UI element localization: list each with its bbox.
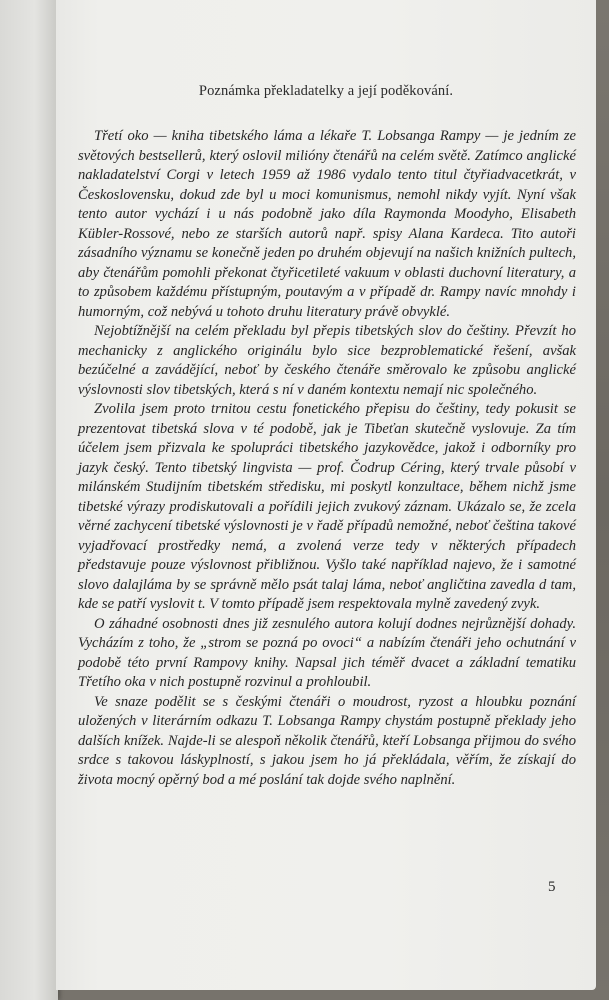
paragraph: Třetí oko — kniha tibetského láma a lékaře T. Lobsanga Rampy — je jedním ze světových bestsellerů, který oslovil milióny čtenářů na celém světě. Zatímco anglické nakladatelství Corgi v letech 1959 až 1986 vydalo tento titul čtyřiadvacetkrát, v Československu, dokud zde byl u moci komunismus, nemohl nikdy vyjít. Nyní však tento autor vychází i u nás podobně jako díla Raymonda Moodyho, Elisabeth Kübler-Rossové, nebo ze starších autorů např. spisy Alana Kardeca. Tito autoři zásadního významu se konečně jeden po druhém objevují na našich knižních pultech, aby čtenářům pomohli překonat čtyřicetileté vakuum v oblasti duchovní literatury, a to způsobem každému přístupným, poutavým a v případě dr. Rampy navíc mnohdy i humorným, což nebývá u tohoto druhu literatury právě obvyklé. [78,128,576,320]
paragraph: Ve snaze podělit se s českými čtenáři o moudrost, ryzost a hloubku poznání uložených v literárním odkazu T. Lobsanga Rampy chystám postupně překlady jeho dalších knížek. Najde-li se alespoň několik čtenářů, kteří Lobsanga přijmou do svého srdce s takovou láskyplností, s jakou jsem ho já překládala, věřím, že získají do života mocný opěrný bod a mé poslání tak dojde svého naplnění. [78,693,576,788]
page-number: 5 [548,879,556,895]
paragraph: Zvolila jsem proto trnitou cestu fonetického přepisu do češtiny, tedy pokusit se prezentovat tibetská slova v té podobě, jak je Tibeťan skutečně vyslovuje. Za tím účelem jsem přizvala ke spolupráci tibetského jazykovědce, jakož i odborníky pro jazyk český. Tento tibetský lingvista — prof. Čodrup Céring, který trvale působí v milánském Studijním tibetském středisku, mi poskytl konzultace, během nichž jsme tibetské výrazy prodiskutovali a pořídili jejich zvukový záznam. Ukázalo se, že zcela věrné zachycení tibetské výslovnosti je v řadě případů nemožné, neboť čeština takové vyjadřovací prostředky nemá, a zvolená verze tedy v některých případech představuje pouze výslovnost přibližnou. Vyšlo také například najevo, že i samotné slovo dalajláma by se správně mělo psát talaj láma, neboť angličtina zavedla d tam, kde se patří vyslovit t. V tomto případě jsem respektovala mylně zavedený zvyk. [78,401,576,612]
paragraph: Nejobtížnější na celém překladu byl přepis tibetských slov do češtiny. Převzít ho mechanicky z anglického originálu bylo sice bezproblematické řešení, avšak bezúčelné a zavádějící, neboť by českého čtenáře směrovalo ke způsobu anglické výslovnosti slov tibetských, která s ní v daném kontextu nemají nic společného. [78,323,576,398]
body-text [78,127,576,790]
page-heading: Poznámka překladatelky a její poděkování. [198,83,454,99]
paragraph: O záhadné osobnosti dnes již zesnulého autora kolují dodnes nejrůznější dohady. Vycházím z toho, že „strom se pozná po ovoci“ a nabízím čtenáři jeho ochutnání v podobě této první Rampovy knihy. Napsal jich téměř dvacet a základní tematiku Třetího oka v nich postupně rozvinul a prohloubil. [78,615,576,690]
book-page [56,0,596,990]
previous-page-edge [0,0,58,1000]
